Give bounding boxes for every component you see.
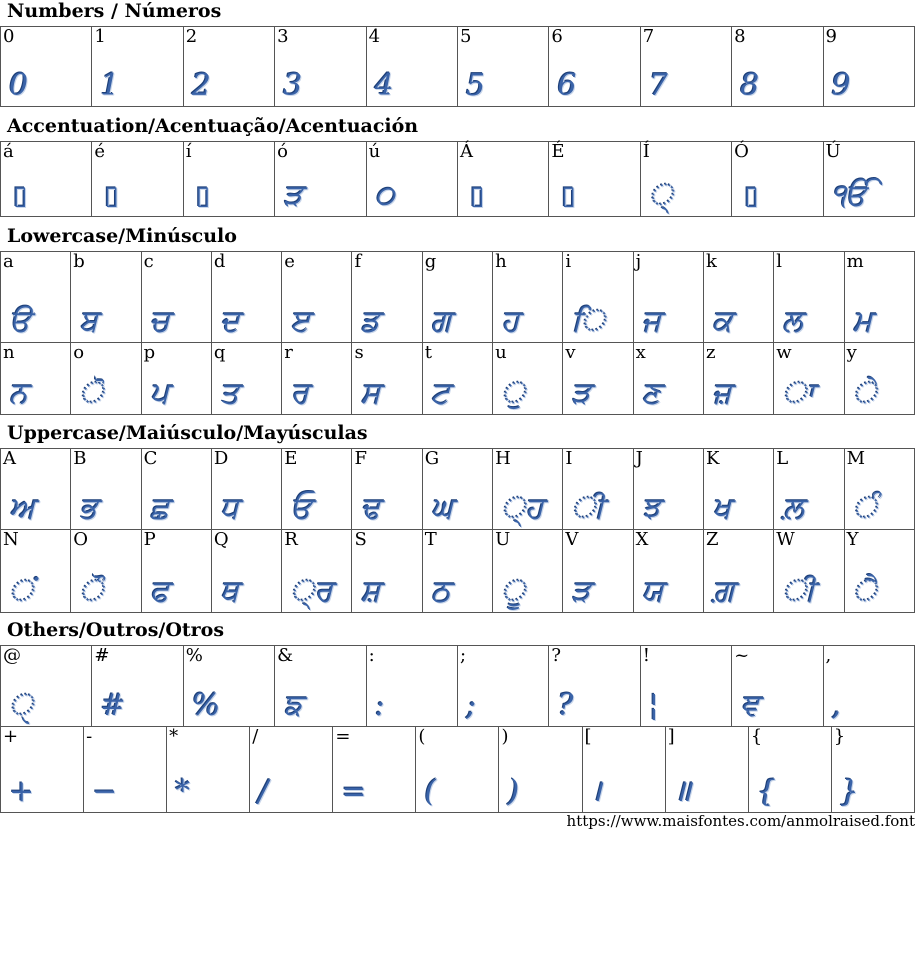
glyph-sample: ਪ: [149, 376, 169, 411]
key-label: ;: [459, 645, 467, 666]
key-label: (: [418, 726, 426, 747]
glyph-cell: [774, 449, 844, 530]
glyph-cell: [732, 646, 823, 727]
glyph-cell: [183, 27, 274, 107]
key-label: *: [169, 726, 179, 747]
glyph-cell: [633, 449, 703, 530]
key-label: B: [73, 448, 87, 469]
glyph-sample: ਓ: [290, 491, 312, 526]
glyph-sample: ੜ: [571, 574, 591, 609]
key-label: =: [335, 726, 351, 747]
glyph-cell: [352, 449, 422, 530]
glyph-sample: ੜ: [571, 376, 591, 411]
glyph-cell: [633, 252, 703, 343]
glyph-sample: ਕ: [711, 304, 733, 339]
key-label: p: [143, 342, 156, 363]
glyph-sample: ੋ: [79, 376, 104, 411]
glyph-cell: [493, 530, 563, 613]
glyph-cell: [211, 252, 281, 343]
glyph-sample: (: [424, 774, 437, 809]
glyph-cell: [211, 343, 281, 415]
key-label: S: [354, 529, 367, 550]
glyph-sample: ਭ: [79, 491, 98, 526]
glyph-sample: {: [756, 774, 776, 809]
glyph-sample: ਖ: [711, 491, 731, 526]
glyph-sample: ੀ: [782, 574, 816, 609]
glyph-cell: [844, 449, 914, 530]
glyph-sample: 6: [557, 68, 577, 103]
glyph-cell: [250, 727, 333, 813]
glyph-sample: ਣ: [641, 376, 662, 411]
accents-grid: [0, 141, 915, 217]
key-label: l: [776, 251, 783, 272]
key-label: 2: [185, 26, 198, 47]
others-grid-2: [0, 726, 915, 813]
glyph-sample: ਘ: [430, 491, 454, 526]
glyph-cell: [563, 343, 633, 415]
glyph-sample: =: [341, 774, 367, 809]
key-label: Z: [705, 529, 719, 550]
glyph-sample: ਅ: [9, 491, 35, 526]
glyph-sample: ।: [590, 774, 602, 809]
glyph-sample: ਰ: [290, 376, 309, 411]
glyph-sample: ਿ: [571, 304, 606, 339]
key-label: é: [94, 141, 106, 162]
glyph-cell: [71, 343, 141, 415]
glyph-sample: ਟ: [430, 376, 451, 411]
glyph-cell: [640, 27, 731, 107]
glyph-sample: ॥: [673, 774, 692, 809]
key-label: ?: [551, 645, 561, 666]
glyph-cell: [92, 646, 183, 727]
glyph-sample: ਗ਼: [711, 574, 735, 609]
glyph-cell: [352, 252, 422, 343]
key-label: [: [584, 726, 592, 747]
glyph-sample: ਹ: [501, 304, 520, 339]
key-label: L: [776, 448, 789, 469]
uppercase-title: Uppercase/Maiúsculo/Mayúsculas: [7, 422, 368, 444]
glyph-cell: [333, 727, 416, 813]
glyph-sample: ▯: [13, 181, 28, 211]
glyph-cell: [92, 142, 183, 217]
key-label: F: [354, 448, 367, 469]
glyph-row: [1, 646, 915, 727]
key-label: &: [277, 645, 294, 666]
glyph-cell: [823, 27, 914, 107]
glyph-cell: [211, 449, 281, 530]
lowercase-title: Lowercase/Minúsculo: [7, 225, 237, 247]
glyph-cell: [1, 27, 92, 107]
key-label: h: [495, 251, 507, 272]
glyph-cell: [633, 530, 703, 613]
key-label: @: [3, 645, 21, 666]
glyph-sample: ੑ: [9, 688, 33, 723]
others-title: Others/Outros/Otros: [7, 619, 225, 641]
glyph-cell: [493, 343, 563, 415]
glyph-sample: ਸ਼: [360, 574, 381, 609]
key-label: d: [213, 251, 226, 272]
glyph-cell: [92, 27, 183, 107]
glyph-sample: ): [507, 774, 520, 809]
key-label: W: [776, 529, 795, 550]
glyph-cell: [282, 530, 352, 613]
glyph-cell: [275, 142, 366, 217]
glyph-cell: [422, 530, 492, 613]
glyph-sample: ਲ਼: [782, 491, 804, 526]
key-label: í: [185, 141, 192, 162]
glyph-cell: [282, 343, 352, 415]
key-label: T: [424, 529, 437, 550]
glyph-sample: #: [100, 688, 126, 723]
glyph-cell: [457, 27, 548, 107]
glyph-cell: [563, 530, 633, 613]
uppercase-grid: [0, 448, 915, 613]
glyph-cell: [549, 646, 640, 727]
glyph-sample: ¦: [648, 688, 659, 723]
key-label: R: [284, 529, 298, 550]
key-label: É: [551, 141, 565, 162]
key-label: #: [94, 645, 110, 666]
glyph-cell: [71, 449, 141, 530]
glyph-sample: ੰ: [852, 491, 877, 526]
glyph-cell: [71, 252, 141, 343]
glyph-cell: [141, 252, 211, 343]
glyph-cell: [633, 343, 703, 415]
glyph-cell: [844, 252, 914, 343]
key-label: Y: [846, 529, 859, 550]
glyph-sample: ▯: [561, 181, 576, 211]
key-label: :: [368, 645, 375, 666]
key-label: D: [213, 448, 229, 469]
glyph-cell: [493, 252, 563, 343]
glyph-sample: ਦ: [219, 304, 240, 339]
glyph-sample: ਯ: [641, 574, 664, 609]
key-label: k: [705, 251, 717, 272]
glyph-sample: ਞ: [740, 688, 760, 723]
key-label: 9: [825, 26, 837, 47]
glyph-sample: ੴ: [831, 178, 869, 213]
key-label: ): [501, 726, 509, 747]
glyph-sample: ੍: [648, 178, 673, 213]
key-label: a: [3, 251, 14, 272]
key-label: A: [3, 448, 16, 469]
key-label: Á: [459, 141, 473, 162]
glyph-cell: [366, 27, 457, 107]
key-label: Í: [642, 141, 650, 162]
glyph-sample: +: [9, 774, 35, 809]
glyph-sample: ਜ਼: [711, 376, 732, 411]
glyph-cell: [141, 343, 211, 415]
glyph-sample: ਸ: [360, 376, 381, 411]
glyph-sample: ੂ: [501, 574, 526, 609]
glyph-cell: [493, 449, 563, 530]
key-label: u: [495, 342, 507, 363]
glyph-sample: 8: [740, 68, 760, 103]
key-label: 5: [459, 26, 472, 47]
glyph-row: [1, 252, 915, 343]
key-label: x: [635, 342, 646, 363]
key-label: w: [776, 342, 792, 363]
glyph-sample: ੳ: [9, 304, 31, 339]
glyph-sample: ?: [557, 688, 574, 723]
key-label: ]: [667, 726, 675, 747]
glyph-sample: ੀ: [571, 491, 605, 526]
glyph-cell: [1, 449, 71, 530]
glyph-cell: [732, 142, 823, 217]
glyph-sample: ਛ: [149, 491, 170, 526]
glyph-cell: [665, 727, 748, 813]
key-label: á: [3, 141, 14, 162]
glyph-cell: [183, 142, 274, 217]
key-label: n: [3, 342, 15, 363]
key-label: N: [3, 529, 19, 550]
key-label: M: [846, 448, 865, 469]
key-label: f: [354, 251, 362, 272]
key-label: P: [143, 529, 156, 550]
glyph-sample: ੁ: [501, 376, 526, 411]
glyph-cell: [549, 27, 640, 107]
glyph-sample: 9: [831, 68, 851, 103]
glyph-cell: [844, 530, 914, 613]
glyph-cell: [823, 142, 914, 217]
glyph-sample: ਨ: [9, 376, 28, 411]
glyph-cell: [275, 646, 366, 727]
key-label: ú: [368, 141, 381, 162]
glyph-sample: ੜ: [283, 178, 303, 213]
glyph-sample: /: [258, 774, 269, 809]
glyph-cell: [422, 343, 492, 415]
accents-title: Accentuation/Acentuação/Acentuación: [7, 115, 419, 137]
glyph-sample: ੍ਰ: [290, 574, 333, 609]
glyph-cell: [275, 27, 366, 107]
glyph-cell: [352, 530, 422, 613]
glyph-row: [1, 530, 915, 613]
key-label: I: [565, 448, 573, 469]
key-label: b: [73, 251, 85, 272]
key-label: ,: [825, 645, 832, 666]
glyph-sample: :: [374, 688, 385, 723]
glyph-sample: ▯: [469, 181, 485, 211]
lowercase-grid: [0, 251, 915, 415]
glyph-sample: 3: [283, 68, 303, 103]
glyph-sample: ਙ: [283, 688, 303, 723]
key-label: 1: [94, 26, 106, 47]
glyph-sample: ੍ਹ: [501, 491, 544, 526]
footer-url: https://www.maisfontes.com/anmolraised.font: [566, 812, 915, 830]
key-label: Ú: [825, 141, 841, 162]
key-label: +: [3, 726, 19, 747]
glyph-sample: ਮ: [852, 304, 873, 339]
glyph-sample: ੇ: [852, 376, 877, 411]
glyph-cell: [71, 530, 141, 613]
key-label: K: [705, 448, 720, 469]
glyph-cell: [457, 142, 548, 217]
glyph-sample: ਝ: [641, 491, 661, 526]
key-label: z: [705, 342, 716, 363]
key-label: E: [284, 448, 298, 469]
glyph-cell: [732, 27, 823, 107]
glyph-cell: [640, 142, 731, 217]
glyph-cell: [499, 727, 582, 813]
glyph-cell: [366, 646, 457, 727]
glyph-cell: [84, 727, 167, 813]
glyph-cell: [703, 530, 773, 613]
glyph-cell: [1, 727, 84, 813]
key-label: %: [185, 645, 203, 666]
glyph-cell: [844, 343, 914, 415]
glyph-sample: ਠ: [430, 574, 451, 609]
glyph-cell: [703, 252, 773, 343]
glyph-sample: ੈ: [852, 574, 877, 609]
glyph-sample: %: [191, 688, 221, 723]
key-label: H: [495, 448, 511, 469]
glyph-sample: ਜ: [641, 304, 662, 339]
glyph-row: [1, 727, 915, 813]
numbers-title: Numbers / Números: [7, 0, 222, 22]
key-label: e: [284, 251, 295, 272]
glyph-sample: ਡ: [360, 304, 380, 339]
glyph-sample: 1: [100, 68, 120, 103]
key-label: U: [495, 529, 511, 550]
glyph-sample: 0: [9, 68, 29, 103]
glyph-cell: [366, 142, 457, 217]
key-label: 3: [277, 26, 289, 47]
key-label: y: [846, 342, 857, 363]
glyph-sample: ਂ: [9, 574, 33, 609]
key-label: o: [73, 342, 85, 363]
key-label: q: [213, 342, 226, 363]
key-label: }: [833, 726, 846, 747]
key-label: Q: [213, 529, 229, 550]
key-label: ~: [734, 645, 750, 666]
glyph-cell: [457, 646, 548, 727]
key-label: 4: [368, 26, 381, 47]
key-label: X: [635, 529, 649, 550]
glyph-cell: [774, 530, 844, 613]
key-label: {: [750, 726, 763, 747]
key-label: 6: [551, 26, 563, 47]
glyph-sample: 5: [465, 68, 486, 103]
key-label: 0: [3, 26, 15, 47]
glyph-cell: [823, 646, 914, 727]
glyph-cell: [422, 252, 492, 343]
glyph-sample: ਗ: [430, 304, 452, 339]
glyph-sample: ਾ: [782, 376, 815, 411]
glyph-cell: [141, 449, 211, 530]
key-label: t: [424, 342, 433, 363]
key-label: J: [635, 448, 643, 469]
glyph-sample: ,: [831, 688, 842, 723]
glyph-sample: }: [839, 774, 859, 809]
glyph-sample: ਧ: [219, 491, 239, 526]
glyph-sample: ▯: [104, 181, 119, 211]
key-label: 8: [734, 26, 746, 47]
glyph-cell: [703, 449, 773, 530]
key-label: ó: [277, 141, 289, 162]
glyph-cell: [774, 252, 844, 343]
glyph-cell: [831, 727, 914, 813]
glyph-cell: [282, 252, 352, 343]
glyph-row: [1, 142, 915, 217]
glyph-row: [1, 343, 915, 415]
glyph-cell: [1, 646, 92, 727]
glyph-cell: [748, 727, 831, 813]
glyph-row: [1, 449, 915, 530]
glyph-sample: ਥ: [219, 574, 239, 609]
glyph-cell: [1, 252, 71, 343]
glyph-sample: −: [92, 774, 118, 809]
glyph-cell: [563, 449, 633, 530]
key-label: s: [354, 342, 364, 363]
glyph-sample: ;: [465, 688, 477, 723]
key-label: j: [635, 251, 642, 272]
glyph-cell: [282, 449, 352, 530]
glyph-cell: [416, 727, 499, 813]
glyph-cell: [183, 646, 274, 727]
glyph-sample: ▯: [195, 181, 211, 211]
key-label: r: [284, 342, 293, 363]
numbers-grid: [0, 26, 915, 107]
key-label: V: [565, 529, 579, 550]
key-label: C: [143, 448, 158, 469]
glyph-cell: [1, 530, 71, 613]
key-label: Ó: [734, 141, 749, 162]
glyph-cell: [549, 142, 640, 217]
glyph-cell: [141, 530, 211, 613]
key-label: m: [846, 251, 864, 272]
key-label: v: [565, 342, 576, 363]
glyph-cell: [422, 449, 492, 530]
glyph-sample: ਢ: [360, 491, 381, 526]
key-label: 7: [642, 26, 655, 47]
glyph-cell: [167, 727, 250, 813]
key-label: !: [642, 645, 650, 666]
glyph-sample: ੦: [374, 178, 395, 213]
glyph-cell: [774, 343, 844, 415]
glyph-row: [1, 27, 915, 107]
key-label: G: [424, 448, 440, 469]
key-label: i: [565, 251, 572, 272]
key-label: O: [73, 529, 89, 550]
glyph-cell: [1, 142, 92, 217]
glyph-cell: [352, 343, 422, 415]
glyph-sample: ਚ: [149, 304, 170, 339]
glyph-sample: 4: [374, 68, 394, 103]
glyph-sample: ੲ: [290, 304, 311, 339]
key-label: c: [143, 251, 154, 272]
key-label: -: [86, 726, 93, 747]
glyph-sample: 2: [191, 68, 211, 103]
glyph-sample: ੌ: [79, 574, 104, 609]
glyph-sample: ਫ: [149, 574, 170, 609]
glyph-sample: *: [175, 774, 191, 809]
glyph-cell: [582, 727, 665, 813]
glyph-cell: [703, 343, 773, 415]
key-label: g: [424, 251, 437, 272]
glyph-cell: [563, 252, 633, 343]
glyph-cell: [211, 530, 281, 613]
glyph-cell: [1, 343, 71, 415]
key-label: /: [252, 726, 259, 747]
glyph-sample: ਬ: [79, 304, 99, 339]
glyph-cell: [640, 646, 731, 727]
glyph-sample: 7: [648, 68, 668, 103]
others-grid-1: [0, 645, 915, 727]
glyph-sample: ਲ: [782, 304, 803, 339]
glyph-sample: ਤ: [219, 376, 240, 411]
glyph-sample: ▯: [744, 181, 759, 211]
